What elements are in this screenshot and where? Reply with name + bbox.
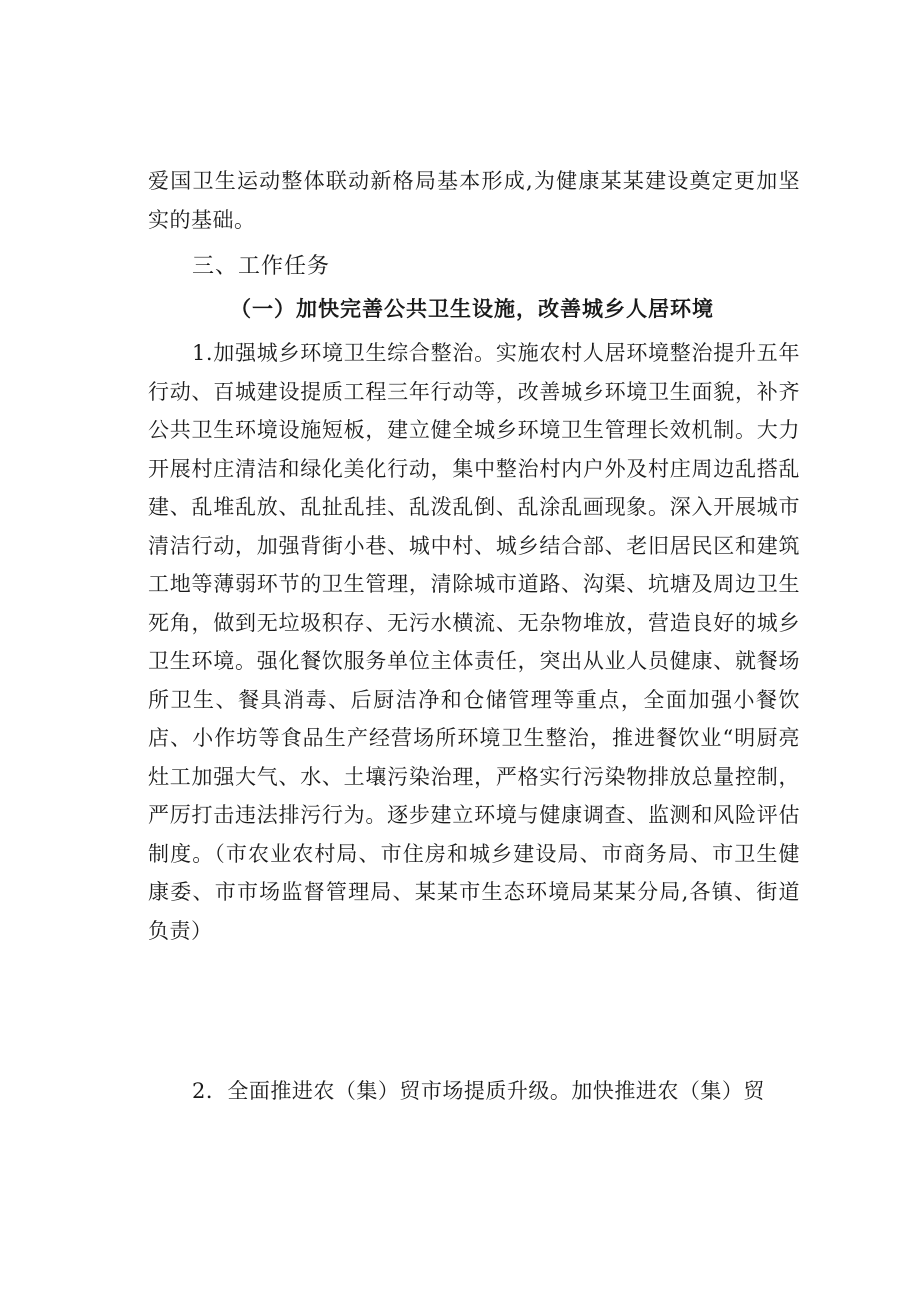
task-item-1-paragraph: 1.加强城乡环境卫生综合整治。实施农村人居环境整治提升五年行动、百城建设提质工程三年行动等，改善城乡环境卫生面貌，补齐公共卫生环境设施短板，建立健全城乡环境卫生管理长效机制。大力开展村庄清洁和绿化美化行动，集中整治村内户外及村庄周边乱搭乱建、乱堆乱放、乱扯乱挂、乱泼乱倒、乱涂乱画现象。深入开展城市清洁行动，加强背街小巷、城中村、城乡结合部、老旧居民区和建筑工地等薄弱环节的卫生管理，清除城市道路、沟渠、坑塘及周边卫生死角，做到无垃圾积存、无污水横流、无杂物堆放，营造良好的城乡卫生环境。强化餐饮服务单位主体责任，突出从业人员健康、就餐场所卫生、餐具消毒、后厨洁净和仓储管理等重点，全面加强小餐饮店、小作坊等食品生产经营场所环境卫生整治，推进餐饮业“明厨亮灶工加强大气、水、土壤污染治理，严格实行污染物排放总量控制，严厉打击违法排污行为。逐步建立环境与健康调查、监测和风险评估制度。（市农业农村局、市住房和城乡建设局、市商务局、市卫生健康委、市市场监督管理局、某某市生态环境局某某分局,各镇、街道负责） bbox=[148, 341, 800, 943]
section-heading: 三、工作任务 bbox=[192, 254, 331, 279]
continuation-paragraph: 爱国卫生运动整体联动新格局基本形成,为健康某某建设奠定更加坚实的基础。 bbox=[148, 169, 800, 232]
subsection-heading: （一）加快完善公共卫生设施，改善城乡人居环境 bbox=[230, 296, 714, 321]
task-item-2-paragraph: 2．全面推进农（集）贸市场提质升级。加快推进农（集）贸 bbox=[192, 1079, 765, 1103]
